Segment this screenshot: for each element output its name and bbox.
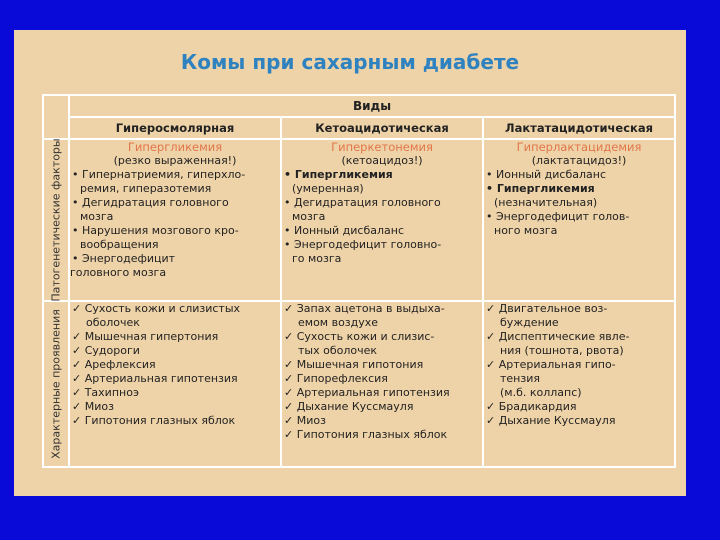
- manifestation-line: ✓ Брадикардия: [486, 400, 577, 413]
- factor-line: го мозга: [292, 252, 342, 265]
- factor-line: • Ионный дисбаланс: [284, 224, 404, 237]
- manifestation-line: ✓ Миоз: [284, 414, 326, 427]
- row-label-manifestations: Характерные проявления: [49, 309, 63, 459]
- factors-cell: [483, 139, 675, 301]
- manifestation-line: ✓ Судороги: [72, 344, 140, 357]
- corner-cell: [43, 95, 69, 139]
- factor-line: • Энергодефицит головно-: [284, 238, 442, 251]
- factor-sub: (лактатацидоз!): [531, 154, 627, 167]
- factor-line: (умеренная): [292, 182, 364, 195]
- column-header-lactic: Лактатацидотическая: [483, 117, 675, 139]
- manifestation-line: ✓ Артериальная гипотензия: [72, 372, 238, 385]
- row-label-factors: Патогенетические факторы: [49, 138, 63, 302]
- factor-line: мозга: [80, 210, 114, 223]
- manifestation-line: ✓ Гипотония глазных яблок: [72, 414, 236, 427]
- manifestation-line: ✓ Миоз: [72, 400, 114, 413]
- row-label-cell-manifestations: [43, 301, 69, 467]
- manifestations-cell: [483, 301, 675, 467]
- manifestation-line: ✓ Арефлексия: [72, 358, 156, 371]
- factor-sub: (кетоацидоз!): [341, 154, 423, 167]
- slide: [14, 30, 686, 496]
- factor-line: • Нарушения мозгового кро-: [72, 224, 239, 237]
- factor-lead: Гиперлактацидемия: [516, 140, 642, 154]
- factor-line: вообращения: [80, 238, 159, 251]
- manifestation-line: ✓ Дыхание Куссмауля: [284, 400, 414, 413]
- factor-sub: (резко выраженная!): [113, 154, 237, 167]
- manifestation-line: тензия: [500, 372, 540, 385]
- manifestation-line: тых оболочек: [298, 344, 378, 357]
- factors-cell: [281, 139, 483, 301]
- factor-line: • Дегидратация головного: [72, 196, 229, 209]
- factor-line: • Энергодефицит: [72, 252, 176, 265]
- factor-line: ного мозга: [494, 224, 558, 237]
- manifestation-line: ✓ Сухость кожи и слизистых: [72, 302, 241, 315]
- manifestation-line: буждение: [500, 316, 559, 329]
- factor-line: мозга: [292, 210, 326, 223]
- manifestation-line: ✓ Гипорефлексия: [284, 372, 388, 385]
- row-label-cell-factors: [43, 139, 69, 301]
- column-header-hyperosmolar: Гиперосмолярная: [69, 117, 281, 139]
- factor-line: головного мозга: [70, 266, 167, 279]
- factor-line: • Гипернатриемия, гиперхло-: [72, 168, 246, 181]
- manifestations-cell: [69, 301, 281, 467]
- factor-line: (незначительная): [494, 196, 598, 209]
- factor-line: • Энергодефицит голов-: [486, 210, 630, 223]
- manifestation-line: ✓ Двигательное воз-: [486, 302, 608, 315]
- manifestation-line: ✓ Гипотония глазных яблок: [284, 428, 448, 441]
- manifestation-line: (м.б. коллапс): [500, 386, 582, 399]
- factor-line: • Ионный дисбаланс: [486, 168, 606, 181]
- factors-cell: [69, 139, 281, 301]
- manifestation-line: ✓ Артериальная гипотензия: [284, 386, 450, 399]
- manifestation-line: ✓ Запах ацетона в выдыха-: [284, 302, 445, 315]
- views-header: Виды: [69, 95, 675, 117]
- manifestation-line: ✓ Диспептические явле-: [486, 330, 630, 343]
- manifestation-line: ✓ Артериальная гипо-: [486, 358, 616, 371]
- manifestations-cell: [281, 301, 483, 467]
- factor-lead: Гиперкетонемия: [331, 140, 433, 154]
- factor-lead: Гипергликемия: [127, 140, 223, 154]
- factor-line: • Гипергликемия: [486, 182, 595, 195]
- factor-line: ремия, гиперазотемия: [80, 182, 212, 195]
- manifestation-line: ✓ Дыхание Куссмауля: [486, 414, 616, 427]
- manifestation-line: ✓ Сухость кожи и слизис-: [284, 330, 435, 343]
- manifestation-line: емом воздухе: [298, 316, 379, 329]
- factor-line: • Дегидратация головного: [284, 196, 441, 209]
- coma-table: [42, 94, 676, 468]
- manifestation-line: ния (тошнота, рвота): [500, 344, 624, 357]
- manifestation-line: оболочек: [86, 316, 140, 329]
- slide-title: Комы при сахарным диабете: [180, 50, 520, 74]
- manifestation-line: ✓ Мышечная гипотония: [284, 358, 424, 371]
- factor-line: • Гипергликемия: [284, 168, 393, 181]
- manifestation-line: ✓ Мышечная гипертония: [72, 330, 219, 343]
- manifestation-line: ✓ Тахипноэ: [72, 386, 139, 399]
- column-header-ketoacidotic: Кетоацидотическая: [281, 117, 483, 139]
